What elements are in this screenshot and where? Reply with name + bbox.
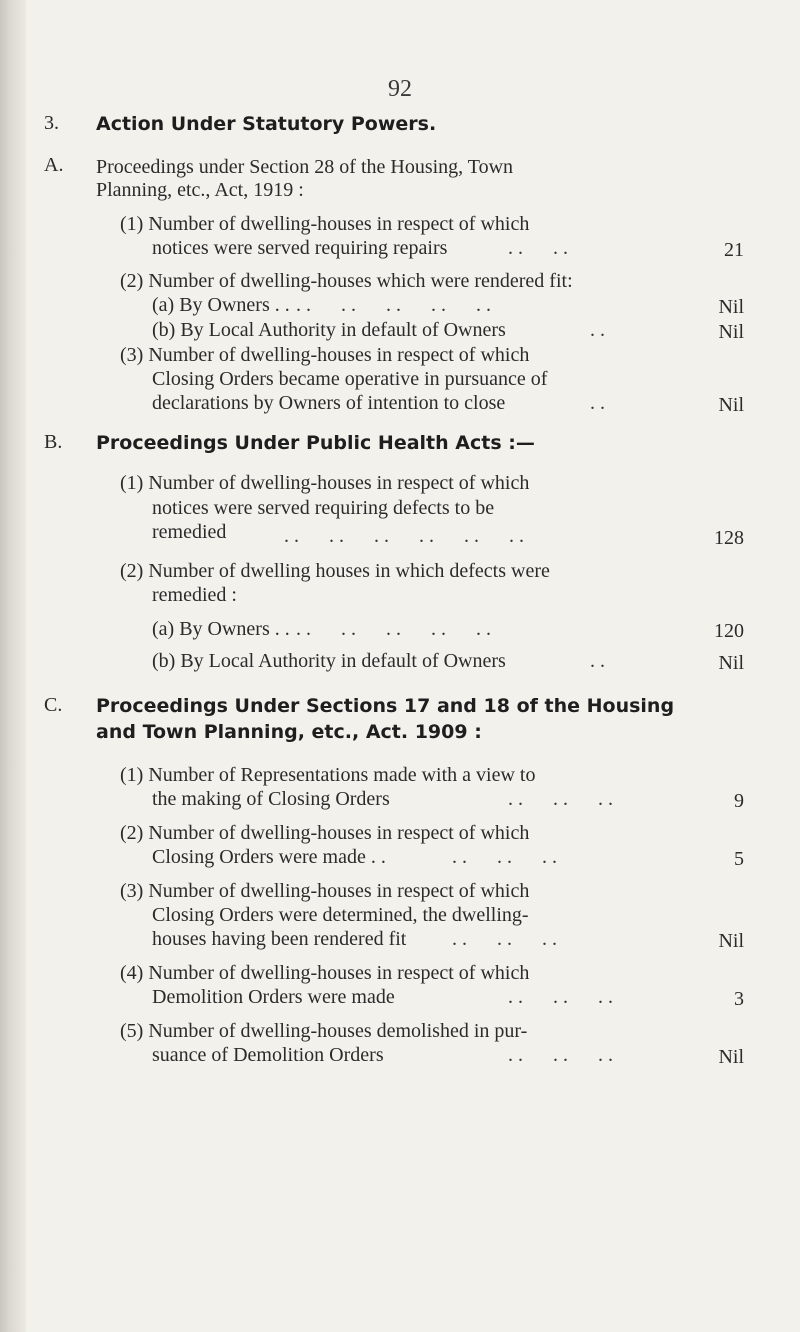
c-item4-value: 3	[734, 988, 744, 1010]
c-item5-value: Nil	[718, 1046, 744, 1068]
section-c-letter: C.	[44, 694, 63, 716]
c-item2-value: 5	[734, 848, 744, 870]
c-item1-line2: the making of Closing Orders	[152, 788, 390, 810]
a-item3-value: Nil	[718, 394, 744, 416]
a-item3-line3: declarations by Owners of intention to close	[152, 392, 506, 414]
section-3-number: 3.	[44, 112, 59, 134]
c-item2-line1: (2) Number of dwelling-houses in respect of which	[120, 822, 530, 844]
a-item2b-leader: . .	[590, 319, 605, 341]
a-item3-leader: . .	[590, 392, 605, 414]
section-3-heading: Action Under Statutory Powers.	[96, 113, 437, 135]
c-item3-line1: (3) Number of dwelling-houses in respect of which	[120, 880, 530, 902]
c-item1-value: 9	[734, 790, 744, 812]
section-b-letter: B.	[44, 431, 63, 453]
b-item1-line3: remedied	[152, 521, 227, 543]
b-item1-line1: (1) Number of dwelling-houses in respect of which	[120, 472, 530, 494]
b-item2a-value: 120	[714, 620, 744, 642]
a-item1-line1: (1) Number of dwelling-houses in respect of which	[120, 213, 530, 235]
section-a-intro-line1: Proceedings under Section 28 of the Housing, Town	[96, 156, 514, 178]
section-c-heading-line1: Proceedings Under Sections 17 and 18 of the Housing	[96, 695, 675, 717]
b-item2-line2: remedied :	[152, 584, 237, 606]
c-item3-value: Nil	[718, 930, 744, 952]
c-item2-leader: . . . . . .	[452, 846, 557, 868]
b-item2-line1: (2) Number of dwelling houses in which defects were	[120, 560, 550, 582]
c-item4-leader: . . . . . .	[508, 986, 613, 1008]
b-item2b-label: (b) By Local Authority in default of Owners	[152, 650, 506, 672]
c-item1-line1: (1) Number of Representations made with a view to	[120, 764, 536, 786]
c-item3-line2: Closing Orders were determined, the dwelling-	[152, 904, 529, 926]
a-item1-line2: notices were served requiring repairs	[152, 237, 448, 259]
b-item1-line2: notices were served requiring defects to be	[152, 497, 495, 519]
c-item1-leader: . . . . . .	[508, 788, 613, 810]
c-item3-leader: . . . . . .	[452, 928, 557, 950]
page-number: 92	[388, 76, 412, 102]
a-item2b-label: (b) By Local Authority in default of Owners	[152, 319, 506, 341]
a-item2-line1: (2) Number of dwelling-houses which were rendered fit:	[120, 270, 573, 292]
b-item2b-leader: . .	[590, 650, 605, 672]
a-item1-leader: . . . .	[508, 237, 568, 259]
c-item4-line2: Demolition Orders were made	[152, 986, 395, 1008]
section-a-intro-line2: Planning, etc., Act, 1919 :	[96, 179, 304, 201]
section-a-letter: A.	[44, 154, 64, 176]
section-c-heading-line2: and Town Planning, etc., Act. 1909 :	[96, 721, 482, 743]
c-item2-line2: Closing Orders were made . .	[152, 846, 386, 868]
b-item2a-label: (a) By Owners . .	[152, 618, 290, 640]
a-item2b-value: Nil	[718, 321, 744, 343]
page-binding-shadow	[0, 0, 26, 1332]
section-b-heading: Proceedings Under Public Health Acts :—	[96, 432, 535, 454]
a-item3-line1: (3) Number of dwelling-houses in respect of which	[120, 344, 530, 366]
c-item5-line2: suance of Demolition Orders	[152, 1044, 384, 1066]
c-item5-line1: (5) Number of dwelling-houses demolished in pur-	[120, 1020, 528, 1042]
b-item2a-leader: . . . . . . . . . .	[296, 618, 491, 640]
a-item2a-label: (a) By Owners . .	[152, 294, 290, 316]
b-item2b-value: Nil	[718, 652, 744, 674]
b-item1-value: 128	[714, 527, 744, 549]
c-item4-line1: (4) Number of dwelling-houses in respect of which	[120, 962, 530, 984]
a-item2a-value: Nil	[718, 296, 744, 318]
a-item1-value: 21	[724, 239, 744, 261]
a-item2a-leader: . . . . . . . . . .	[296, 294, 491, 316]
c-item3-line3: houses having been rendered fit	[152, 928, 407, 950]
c-item5-leader: . . . . . .	[508, 1044, 613, 1066]
a-item3-line2: Closing Orders became operative in pursuance of	[152, 368, 548, 390]
b-item1-leader: . . . . . . . . . . . .	[284, 525, 524, 547]
